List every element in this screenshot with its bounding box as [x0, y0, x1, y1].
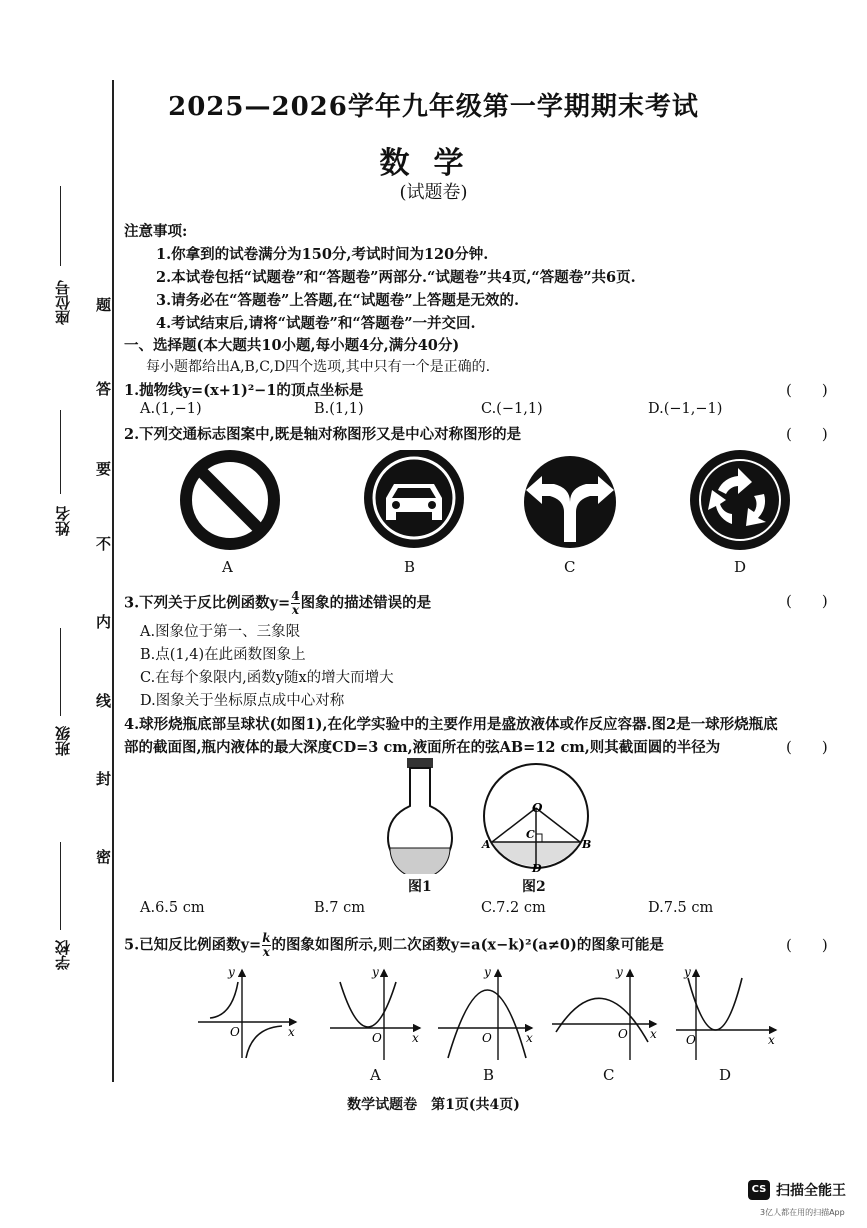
exam-title: 2025—2026学年九年级第一学期期末考试 [168, 92, 699, 122]
axis-y-label: y [372, 965, 379, 979]
q5-stem-after: 的图象如图所示,则二次函数y=a(x−k)²(a≠0)的图象可能是 [271, 936, 664, 954]
q5-graphs [192, 962, 792, 1062]
binding-line [112, 80, 114, 1082]
sign-a-icon [186, 456, 274, 544]
answer-paren: ( ) [786, 592, 828, 610]
note-item: 2.本试卷包括“试题卷”和“答题卷”两部分.“试题卷”共4页,“答题卷”共6页. [156, 269, 636, 286]
q2-label-c: C [564, 558, 576, 576]
q3-stem-after: 图象的描述错误的是 [300, 594, 432, 612]
q3-option-c: C.在每个象限内,函数y随x的增大而增大 [140, 670, 394, 686]
origin-label: O [372, 1031, 382, 1045]
graph-c [552, 965, 657, 1060]
point-o: O [532, 801, 543, 815]
q5-frac-den: x [262, 945, 270, 959]
q3-option-d: D.图象关于坐标原点成中心对称 [140, 693, 345, 709]
q3-frac-den: x [291, 603, 299, 617]
answer-paren: ( ) [786, 936, 828, 954]
origin-label: O [230, 1025, 240, 1039]
q3-stem [124, 590, 431, 617]
axis-y-label: y [616, 965, 623, 979]
q5-label-b: B [483, 1066, 495, 1084]
fig2-caption: 图2 [522, 879, 546, 895]
camscanner-logo-icon: CS [748, 1180, 770, 1200]
subject-title: 数学 [379, 146, 488, 181]
school-label: 学校 [54, 940, 72, 970]
watermark-name: 扫描全能王 [776, 1183, 846, 1199]
note-item: 1.你拿到的试卷满分为150分,考试时间为120分钟. [156, 246, 489, 263]
axis-x-label: x [412, 1031, 419, 1045]
seal-char: 不 [96, 535, 112, 553]
flask-icon [388, 758, 452, 874]
q2-label-d: D [734, 558, 747, 576]
q3-frac-num: 4 [291, 589, 300, 603]
section-instruction: 每小题都给出A,B,C,D四个选项,其中只有一个是正确的. [146, 359, 491, 375]
seal-char: 要 [96, 460, 112, 478]
seal-char: 答 [96, 380, 112, 398]
q5-label-a: A [370, 1066, 381, 1084]
q1-option-c: C.(−1,1) [481, 401, 543, 417]
sign-c-arrow-icon [524, 456, 616, 548]
q5-stem [124, 932, 664, 959]
paper-type: (试题卷) [399, 182, 468, 203]
notes-heading: 注意事项: [124, 223, 188, 240]
axis-y-label: y [684, 965, 691, 979]
axis-y-label: y [228, 965, 235, 979]
answer-paren: ( ) [786, 425, 828, 443]
answer-paren: ( ) [786, 381, 828, 399]
q4-option-a: A.6.5 cm [140, 900, 205, 916]
fig1-caption: 图1 [408, 879, 432, 895]
q2-label-b: B [404, 558, 416, 576]
axis-x-label: x [768, 1033, 775, 1047]
q2-signs [170, 450, 850, 560]
school-field[interactable] [60, 842, 61, 930]
point-a: A [482, 838, 491, 851]
point-d: D [532, 862, 542, 874]
seat-label: 座位号 [54, 280, 72, 325]
axis-x-label: x [526, 1031, 533, 1045]
axis-x-label: x [288, 1025, 295, 1039]
q5-frac-num: k [262, 931, 271, 945]
q5-label-d: D [719, 1066, 732, 1084]
seal-char: 封 [96, 770, 112, 788]
q4-line2: 部的截面图,瓶内液体的最大深度CD=3 cm,液面所在的弦AB=12 cm,则其截面圆的半径为 [124, 739, 721, 756]
q2-label-a: A [222, 558, 233, 576]
point-c: C [526, 828, 535, 841]
graph-d [676, 965, 776, 1060]
q4-option-d: D.7.5 cm [648, 900, 714, 916]
note-item: 4.考试结束后,请将“试题卷”和“答题卷”一并交回. [156, 315, 476, 332]
graph-a [330, 965, 420, 1060]
axis-x-label: x [650, 1027, 657, 1041]
q4-option-b: B.7 cm [314, 900, 365, 916]
q3-stem-before: 3.下列关于反比例函数y= [124, 594, 291, 612]
page-footer: 数学试题卷 第1页(共4页) [347, 1097, 520, 1113]
point-b: B [582, 838, 592, 851]
sign-d-roundabout-icon [690, 450, 790, 550]
name-label: 姓名 [54, 506, 72, 536]
q4-line1: 4.球形烧瓶底部呈球状(如图1),在化学实验中的主要作用是盛放液体或作反应容器.图2是一球形烧瓶底 [124, 716, 778, 733]
name-field[interactable] [60, 410, 61, 494]
class-field[interactable] [60, 628, 61, 716]
q4-figures [380, 756, 600, 874]
graph-b [438, 965, 533, 1060]
q4-option-c: C.7.2 cm [481, 900, 546, 916]
origin-label: O [618, 1027, 628, 1041]
origin-label: O [686, 1033, 696, 1047]
hyperbola-graph [198, 965, 296, 1058]
seal-char: 内 [96, 613, 112, 631]
q3-option-a: A.图象位于第一、三象限 [140, 624, 301, 640]
class-label: 班级 [54, 726, 72, 756]
seal-char: 密 [96, 848, 112, 866]
q2-stem: 2.下列交通标志图案中,既是轴对称图形又是中心对称图形的是 [124, 426, 522, 443]
sign-b-car-icon [364, 450, 464, 548]
section-heading: 一、选择题(本大题共10小题,每小题4分,满分40分) [124, 337, 460, 354]
note-item: 3.请务必在“答题卷”上答题,在“试题卷”上答题是无效的. [156, 292, 520, 309]
q1-stem: 1.抛物线y=(x+1)²−1的顶点坐标是 [124, 382, 364, 399]
answer-paren: ( ) [786, 738, 828, 756]
seal-char: 题 [96, 296, 112, 314]
circle-section-diagram [481, 764, 591, 874]
seal-char: 线 [96, 692, 112, 710]
q5-stem-before: 5.已知反比例函数y= [124, 936, 262, 954]
q1-option-a: A.(1,−1) [140, 401, 202, 417]
origin-label: O [482, 1031, 492, 1045]
q1-option-d: D.(−1,−1) [648, 401, 723, 417]
watermark-tagline: 3亿人都在用的扫描App [760, 1208, 845, 1217]
q5-label-c: C [603, 1066, 615, 1084]
q1-option-b: B.(1,1) [314, 401, 364, 417]
q3-option-b: B.点(1,4)在此函数图象上 [140, 647, 306, 663]
axis-y-label: y [484, 965, 491, 979]
